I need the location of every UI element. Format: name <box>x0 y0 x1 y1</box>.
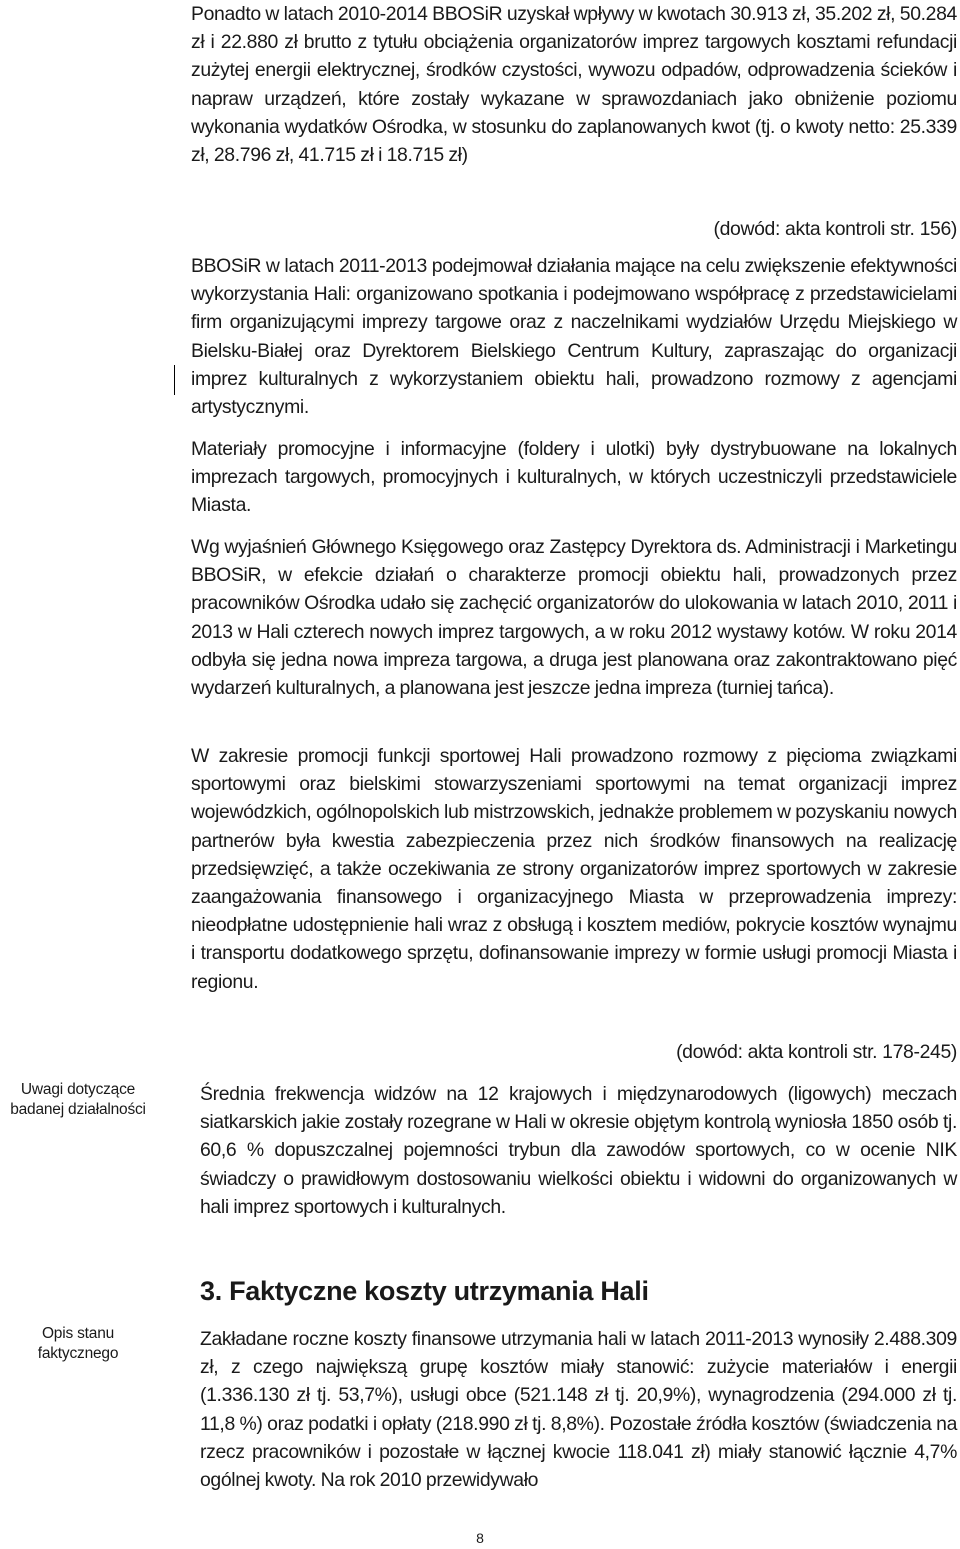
section-heading: 3. Faktyczne koszty utrzymania Hali <box>200 1276 649 1306</box>
side-label-remarks-line1: Uwagi dotyczące <box>20 1081 136 1098</box>
paragraph-efficiency-actions: BBOSiR w latach 2011-2013 podejmował działania mające na celu zwiększenie efektywności wykorzystania Hali: organizowano spotkania i podejmowano współpracę z przedstawicielami firm organizującymi imprezy targowe oraz z naczelnikami wydziałów Urzędu Miejskiego w Bielsku-Białej oraz Dyrektorem Bielskiego Centrum Kultury, zapraszając do organizacji imprez kulturalnych z wykorzystaniem obiektu hali, prowadzono rozmowy z agencjami artystycznymi. <box>191 255 957 419</box>
paragraph-attendance-remarks: Średnia frekwencja widzów na 12 krajowych i międzynarodowych (ligowych) meczach siatkarskich jakie zostały rozegrane w Hali w okresie objętym kontrolą wyniosła 1850 osób tj. 60,6 % dopuszczalnej pojemności trybun dla zawodów sportowych, co w ocenie NIK świadczy o prawidłowym dostosowaniu wielkości obiektu i widowni do organizowanych w hali imprez sportowych i kulturalnych. <box>200 1083 957 1218</box>
paragraph-promotional-materials: Materiały promocyjne i informacyjne (foldery i ulotki) były dystrybuowane na lokalnych imprezach targowych, promocyjnych i kulturalnych, w których uczestniczyli przedstawiciele Miasta. <box>191 438 957 517</box>
side-label-status-line2: faktycznego <box>37 1345 119 1362</box>
side-label-remarks <box>0 1080 156 1120</box>
evidence-reference-2: (dowód: akta kontroli str. 178-245) <box>676 1041 957 1063</box>
side-label-status-line1: Opis stanu <box>41 1325 115 1342</box>
paragraph-maintenance-costs: Zakładane roczne koszty finansowe utrzymania hali w latach 2011-2013 wynosiły 2.488.309 zł, z czego największą grupę kosztów miały stanowić: zużycie materiałów i energii (1.336.130 zł tj. 53,7%), usługi obce (521.148 zł tj. 20,9%), wynagrodzenia (294.000 zł tj. 11,8 %) oraz podatki i opłaty (218.990 zł tj. 8,8%). Pozostałe źródła kosztów (świadczenia na rzecz pracowników i pozostałe w łącznej kwocie 118.041 zł) miały stanowić łącznie 4,7% ogólnej kwoty. Na rok 2010 przewidywało <box>200 1328 957 1492</box>
side-label-status <box>0 1324 156 1364</box>
evidence-reference-1: (dowód: akta kontroli str. 156) <box>713 218 957 240</box>
revision-change-bar <box>174 365 175 395</box>
paragraph-sports-promotion: W zakresie promocji funkcji sportowej Hali prowadzono rozmowy z pięcioma związkami sportowymi oraz bielskimi stowarzyszeniami sportowymi na temat organizacji imprez wojewódzkich, ogólnopolskich lub mistrzowskich, jednakże problemem w pozyskaniu nowych partnerów była kwestia zabezpieczenia przez nich środków finansowych na realizację przedsięwzięć, a także oczekiwania ze strony organizatorów imprez sportowych w zakresie zaangażowania finansowego i organizacyjnego Miasta w przeprowadzenia imprezy: nieodpłatne udostępnienie hali wraz z obsługą i kosztem mediów, pokrycie kosztów wynajmu i transportu dodatkowego sprzętu, dofinansowanie imprezy w formie usługi promocji Miasta i regionu. <box>191 745 957 993</box>
side-label-remarks-line2: badanej działalności <box>10 1101 146 1118</box>
paragraph-revenue-refunds: Ponadto w latach 2010-2014 BBOSiR uzyskał wpływy w kwotach 30.913 zł, 35.202 zł, 50.284 zł i 22.880 zł brutto z tytułu obciążenia organizatorów imprez targowych kosztami refundacji zużytej energii elektrycznej, środków czystości, wywozu odpadów, odprowadzenia ścieków i napraw urządzeń, które zostały wykazane w sprawozdaniach jako obniżenie poziomu wykonania wydatków Ośrodka, w stosunku do zaplanowanych kwot (tj. o kwoty netto: 25.339 zł, 28.796 zł, 41.715 zł i 18.715 zł) <box>191 3 957 167</box>
page-number: 8 <box>476 1530 484 1546</box>
paragraph-marketing-explanations: Wg wyjaśnień Głównego Księgowego oraz Zastępcy Dyrektora ds. Administracji i Marketingu BBOSiR, w efekcie działań o charakterze promocji obiektu hali, prowadzonych przez pracowników Ośrodka udało się zachęcić organizatorów do ulokowania w latach 2010, 2011 i 2013 w Hali czterech nowych imprez targowych, a w roku 2012 wystawy kotów. W roku 2014 odbyła się jedna nowa impreza targowa, a druga jest planowana oraz zakontraktowano pięć wydarzeń kulturalnych, a planowana jest jeszcze jedna impreza (turniej tańca). <box>191 536 957 700</box>
